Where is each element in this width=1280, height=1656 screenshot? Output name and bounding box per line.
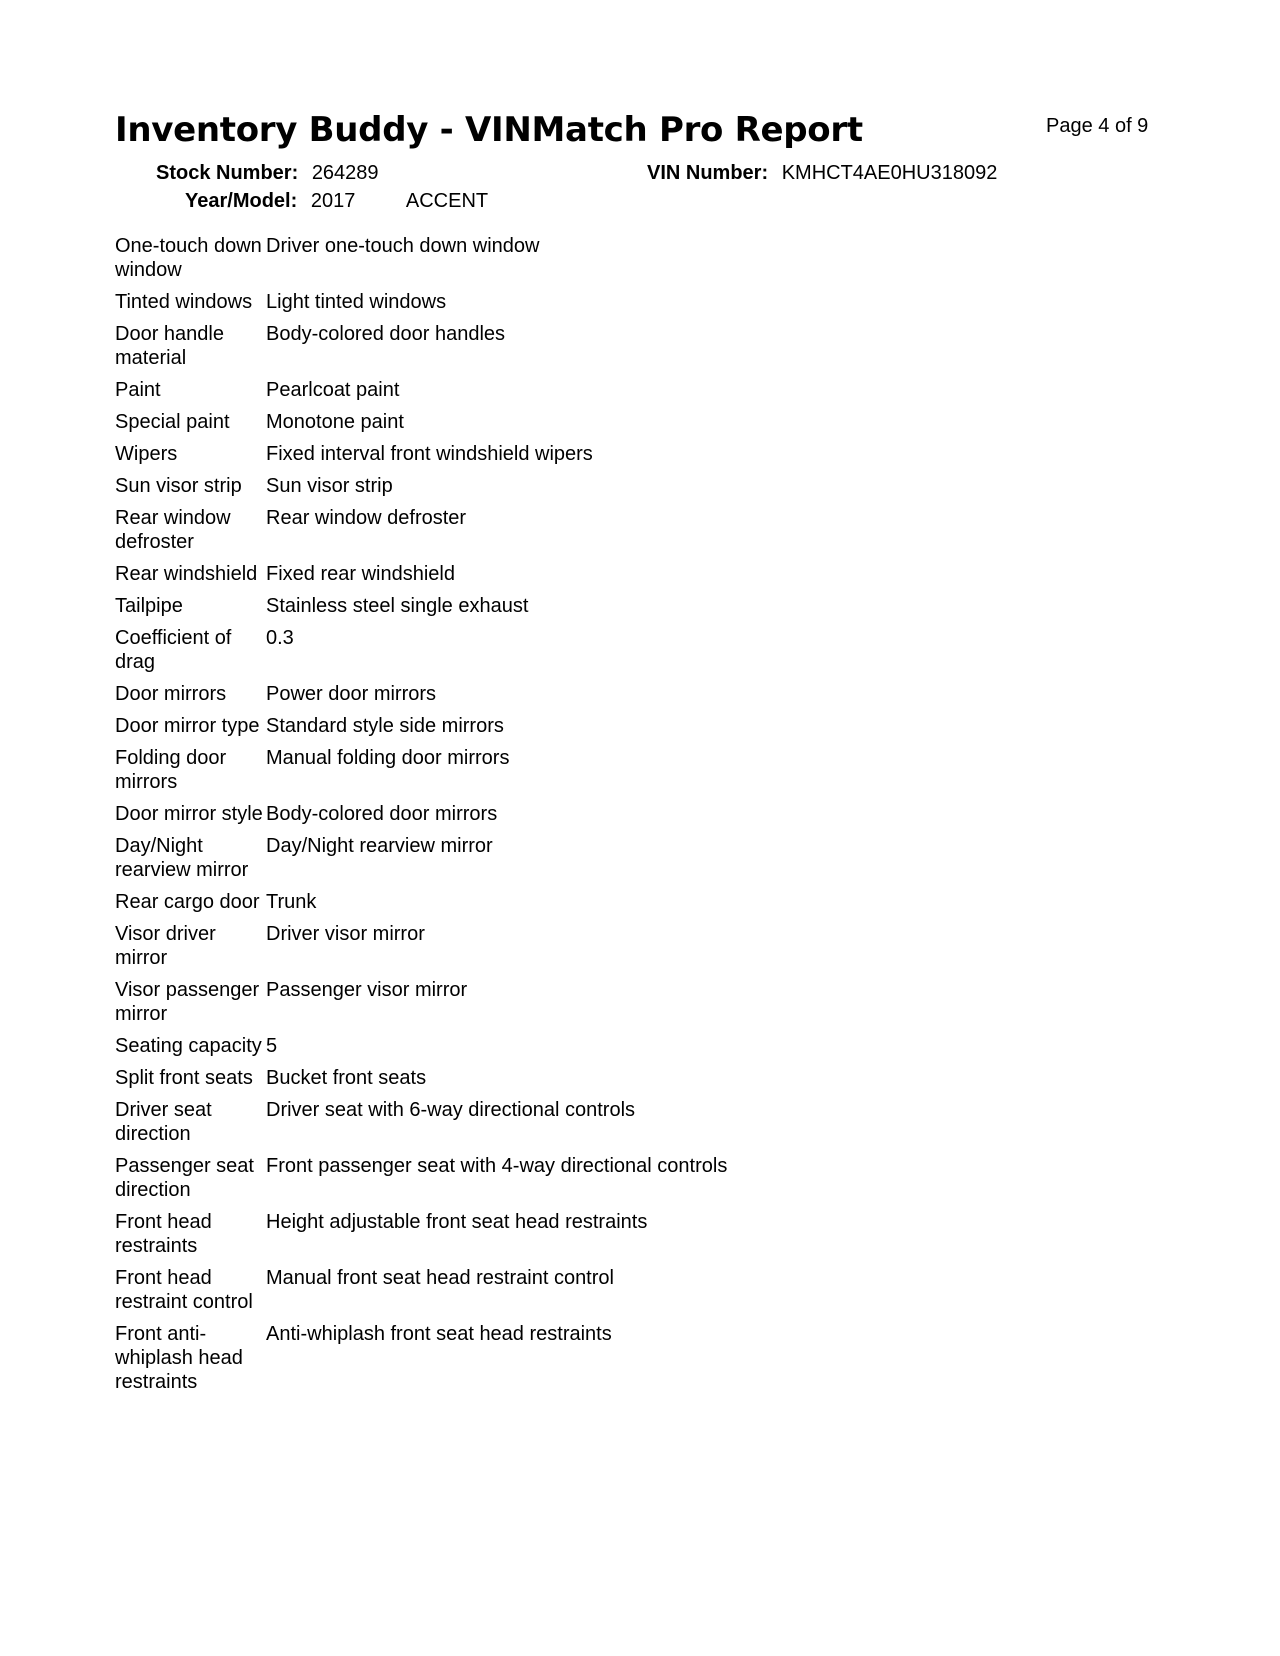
feature-value: Driver visor mirror — [266, 923, 425, 945]
feature-name: Door handle material — [115, 323, 224, 369]
feature-name: Rear cargo door — [115, 891, 260, 913]
feature-row — [115, 978, 1015, 1034]
year-model-row — [185, 190, 488, 213]
stock-number-row — [156, 162, 379, 185]
feature-name: Door mirrors — [115, 683, 227, 705]
feature-value: Body-colored door handles — [266, 323, 506, 345]
year-value: 2017 — [310, 190, 356, 212]
feature-value: Sun visor strip — [266, 475, 393, 497]
feature-row — [115, 682, 1015, 714]
feature-row — [115, 594, 1015, 626]
feature-value: Light tinted windows — [266, 291, 447, 313]
feature-value: Day/Night rearview mirror — [266, 835, 493, 857]
feature-name: Wipers — [115, 443, 178, 465]
feature-value: Anti-whiplash front seat head restraints — [266, 1323, 612, 1345]
feature-value: Body-colored door mirrors — [266, 803, 498, 825]
feature-name: Door mirror type — [115, 715, 260, 737]
feature-name: Special paint — [115, 411, 230, 433]
feature-row — [115, 922, 1015, 978]
feature-name: Tinted windows — [115, 291, 253, 313]
feature-row — [115, 410, 1015, 442]
feature-row — [115, 802, 1015, 834]
feature-row — [115, 442, 1015, 474]
model-value: ACCENT — [405, 190, 489, 212]
vin-number-value: KMHCT4AE0HU318092 — [781, 162, 998, 184]
stock-number-label: Stock Number: — [156, 162, 299, 184]
feature-value: Fixed interval front windshield wipers — [266, 443, 593, 465]
feature-row — [115, 1210, 1015, 1266]
feature-row — [115, 890, 1015, 922]
feature-value: Power door mirrors — [266, 683, 437, 705]
feature-name: Day/Night rearview mirror — [115, 835, 249, 881]
feature-value: Driver one-touch down window — [266, 235, 540, 257]
feature-value: 0.3 — [266, 627, 294, 649]
feature-value: Passenger visor mirror — [266, 979, 468, 1001]
feature-name: Split front seats — [115, 1067, 253, 1089]
feature-name: Rear window defroster — [115, 507, 231, 553]
feature-row — [115, 290, 1015, 322]
stock-number-value: 264289 — [311, 162, 379, 184]
feature-value: Stainless steel single exhaust — [266, 595, 529, 617]
feature-row — [115, 474, 1015, 506]
feature-row — [115, 322, 1015, 378]
feature-name: Visor driver mirror — [115, 923, 216, 969]
feature-row — [115, 626, 1015, 682]
year-model-label: Year/Model: — [185, 190, 298, 212]
feature-name: Seating capacity — [115, 1035, 262, 1057]
feature-row — [115, 234, 1015, 290]
feature-name: Paint — [115, 379, 161, 401]
feature-value: 5 — [266, 1035, 278, 1057]
page-number: Page 4 of 9 — [1046, 115, 1149, 137]
feature-value: Trunk — [266, 891, 317, 913]
feature-value: Monotone paint — [266, 411, 404, 433]
feature-name: Passenger seat direction — [115, 1155, 254, 1201]
feature-value: Manual front seat head restraint control — [266, 1267, 614, 1289]
feature-name: Door mirror style — [115, 803, 263, 825]
feature-name: One-touch down window — [115, 235, 262, 281]
feature-rows — [115, 234, 1015, 1402]
feature-name: Front head restraint control — [115, 1267, 253, 1313]
feature-row — [115, 746, 1015, 802]
feature-value: Fixed rear windshield — [266, 563, 455, 585]
feature-value: Bucket front seats — [266, 1067, 427, 1089]
feature-value: Height adjustable front seat head restraints — [266, 1211, 648, 1233]
vin-number-label: VIN Number: — [647, 162, 769, 184]
feature-row — [115, 562, 1015, 594]
feature-row — [115, 1322, 1015, 1402]
feature-value: Front passenger seat with 4-way directional controls — [266, 1155, 728, 1177]
feature-name: Front anti-whiplash head restraints — [115, 1323, 243, 1393]
report-title: Inventory Buddy - VINMatch Pro Report — [115, 110, 863, 150]
feature-row — [115, 1066, 1015, 1098]
feature-value: Manual folding door mirrors — [266, 747, 510, 769]
feature-name: Sun visor strip — [115, 475, 242, 497]
feature-row — [115, 1266, 1015, 1322]
feature-row — [115, 1034, 1015, 1066]
feature-value: Standard style side mirrors — [266, 715, 504, 737]
feature-name: Folding door mirrors — [115, 747, 227, 793]
feature-row — [115, 506, 1015, 562]
feature-row — [115, 1098, 1015, 1154]
feature-row — [115, 1154, 1015, 1210]
feature-name: Coefficient of drag — [115, 627, 232, 673]
feature-table — [115, 234, 1015, 1402]
feature-value: Pearlcoat paint — [266, 379, 400, 401]
feature-name: Tailpipe — [115, 595, 183, 617]
feature-name: Front head restraints — [115, 1211, 212, 1257]
feature-value: Driver seat with 6-way directional controls — [266, 1099, 636, 1121]
feature-name: Visor passenger mirror — [115, 979, 260, 1025]
feature-name: Rear windshield — [115, 563, 258, 585]
feature-row — [115, 834, 1015, 890]
feature-row — [115, 378, 1015, 410]
feature-name: Driver seat direction — [115, 1099, 212, 1145]
feature-value: Rear window defroster — [266, 507, 467, 529]
vin-number-row — [647, 162, 997, 185]
feature-row — [115, 714, 1015, 746]
